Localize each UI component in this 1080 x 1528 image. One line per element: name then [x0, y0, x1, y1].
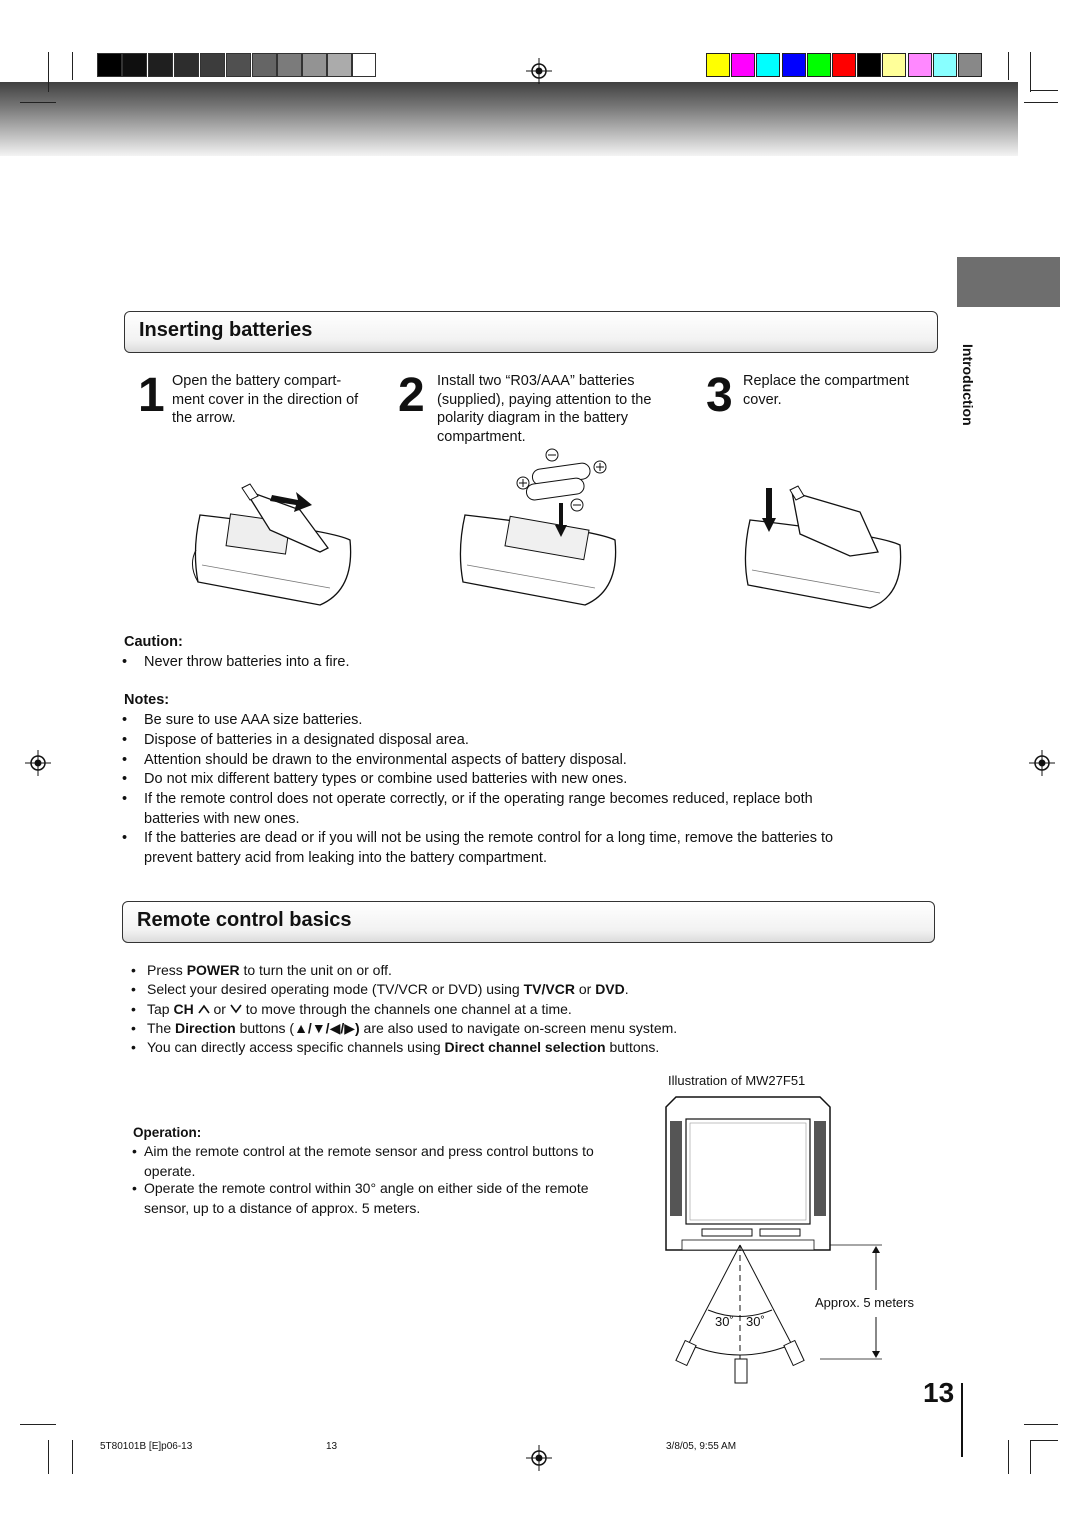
- registration-mark-icon: [25, 750, 51, 776]
- crop-mark: [1024, 102, 1058, 103]
- gray-swatch: [174, 53, 199, 77]
- color-swatch: [908, 53, 932, 77]
- crop-mark: [1024, 1424, 1058, 1425]
- crop-mark: [20, 1424, 56, 1425]
- color-swatch: [731, 53, 755, 77]
- registration-mark-icon: [526, 58, 552, 84]
- remote-open-cover-illustration: [190, 470, 360, 610]
- angle-label: 30˚: [715, 1314, 734, 1329]
- color-swatch: [756, 53, 780, 77]
- notes-heading: Notes:: [124, 692, 170, 708]
- caution-heading: Caution:: [124, 634, 183, 650]
- crop-mark: [1008, 1440, 1009, 1474]
- note-item: • Dispose of batteries in a designated disposal area.: [122, 732, 469, 748]
- color-swatch: [706, 53, 730, 77]
- chevron-up-icon: [198, 1004, 210, 1014]
- note-item: • If the remote control does not operate correctly, or if the operating range becomes reduced, replace both batteries with new ones.: [122, 791, 813, 827]
- tv-remote-range-diagram: [660, 1095, 930, 1385]
- crop-mark: [1030, 90, 1058, 91]
- operation-item: • Operate the remote control within 30° angle on either side of the remote sensor, up to a distance of approx. 5 meters.: [132, 1180, 589, 1216]
- page-number-rule: [961, 1383, 963, 1457]
- crop-mark: [72, 1440, 73, 1474]
- gray-swatch: [327, 53, 352, 77]
- color-swatch: [933, 53, 957, 77]
- gray-swatch: [148, 53, 173, 77]
- section-title: Inserting batteries: [139, 319, 313, 341]
- step-number: 1: [138, 369, 165, 422]
- note-item: • Be sure to use AAA size batteries.: [122, 712, 363, 728]
- gray-swatch: [277, 53, 302, 77]
- remote-bullet: • Press POWER to turn the unit on or off.: [131, 962, 392, 978]
- crop-mark: [72, 52, 73, 80]
- remote-bullet: • Select your desired operating mode (TV/VCR or DVD) using TV/VCR or DVD.: [131, 981, 629, 997]
- color-swatch: [807, 53, 831, 77]
- crop-mark: [1030, 1440, 1058, 1441]
- angle-label: 30˚: [746, 1314, 765, 1329]
- note-item: • Do not mix different battery types or combine used batteries with new ones.: [122, 771, 628, 787]
- side-tab-label: Introduction: [960, 344, 976, 426]
- operation-item: • Aim the remote control at the remote sensor and press control buttons to operate.: [132, 1143, 594, 1179]
- step-3-text: Replace the compartment cover.: [743, 373, 910, 408]
- step-number: 2: [398, 369, 425, 422]
- remote-bullet: • You can directly access specific channels using Direct channel selection buttons.: [131, 1039, 660, 1055]
- distance-label: Approx. 5 meters: [815, 1295, 914, 1310]
- gray-swatch: [302, 53, 327, 77]
- chevron-down-icon: [230, 1004, 242, 1014]
- color-swatch: [958, 53, 982, 77]
- gray-swatch: [97, 53, 122, 77]
- color-swatch: [882, 53, 906, 77]
- note-item: • Attention should be drawn to the environmental aspects of battery disposal.: [122, 752, 627, 768]
- crop-mark: [48, 52, 49, 92]
- footer-date: 3/8/05, 9:55 AM: [666, 1441, 737, 1452]
- footer-filename: 5T80101B [E]p06-13: [100, 1441, 193, 1452]
- note-item: • If the batteries are dead or if you will not be using the remote control for a long time, remove the batteries to prevent battery acid from leaking into the battery compartment.: [122, 830, 834, 866]
- remote-bullet: • Tap CH or to move through the channels one channel at a time.: [131, 1001, 572, 1017]
- registration-mark-icon: [1029, 750, 1055, 776]
- crop-mark: [48, 1440, 49, 1474]
- inserting-batteries-header: [124, 311, 938, 353]
- crop-mark: [1008, 52, 1009, 80]
- step-number: 3: [706, 369, 733, 422]
- section-title: Remote control basics: [137, 909, 352, 931]
- gray-swatch: [352, 53, 376, 77]
- remote-replace-cover-illustration: [740, 480, 910, 615]
- footer-page: 13: [326, 1441, 338, 1452]
- color-swatch: [857, 53, 881, 77]
- gray-swatch: [122, 53, 147, 77]
- gray-swatch: [226, 53, 251, 77]
- header-gradient-band: [0, 82, 1018, 156]
- color-swatch: [782, 53, 806, 77]
- crop-mark: [1030, 1440, 1031, 1474]
- step-1-text: Open the battery compart- ment cover in the direction of the arrow.: [172, 373, 359, 426]
- remote-control-basics-header: [122, 901, 935, 943]
- remote-insert-batteries-illustration: [455, 445, 625, 615]
- caution-item: • Never throw batteries into a fire.: [122, 654, 350, 670]
- crop-mark: [1030, 52, 1031, 92]
- color-swatch: [832, 53, 856, 77]
- gray-swatch: [200, 53, 225, 77]
- crop-mark: [20, 102, 56, 103]
- illustration-caption: Illustration of MW27F51: [668, 1073, 806, 1088]
- gray-swatch: [252, 53, 277, 77]
- page-number: 13: [923, 1377, 955, 1408]
- section-side-tab: [957, 257, 1060, 307]
- registration-mark-icon: [526, 1445, 552, 1471]
- operation-heading: Operation:: [133, 1125, 202, 1140]
- step-2-text: Install two “R03/AAA” batteries (supplied), paying attention to the polarity diagram in the battery compartment.: [437, 373, 652, 445]
- remote-bullet: • The Direction buttons (▲/▼/◀/▶) are also used to navigate on-screen menu system.: [131, 1020, 678, 1036]
